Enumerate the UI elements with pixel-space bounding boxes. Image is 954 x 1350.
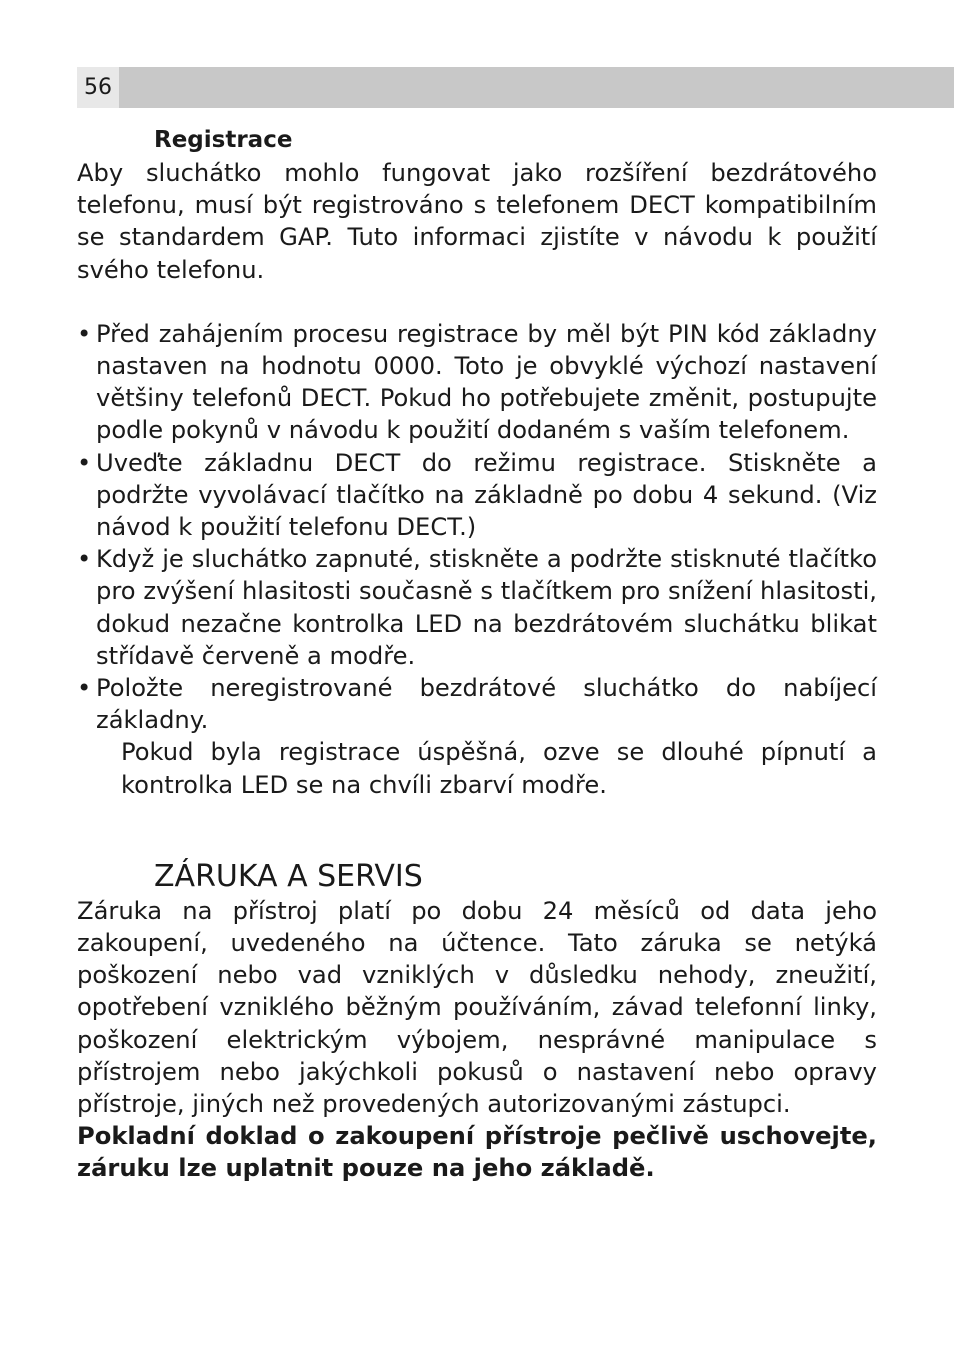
registrace-heading: Registrace xyxy=(154,127,293,153)
zaruka-title: ZÁRUKA A SERVIS xyxy=(154,858,423,894)
zaruka-bold-note: Pokladní doklad o zakoupení přístroje pečlivě uschovejte, záruku lze uplatnit pouze na jeho základě. xyxy=(77,1122,877,1183)
list-item: • Před zahájením procesu registrace by měl být PIN kód základny nastaven na hodnotu 0000. Toto je obvyklé výchozí nastavení většiny telefonů DECT. Pokud ho potřebujete změnit, postupujte podle pokynů v návodu k použití dodaném s vaším telefonem. xyxy=(77,318,877,447)
page-number: 56 xyxy=(77,67,119,108)
page-content xyxy=(77,124,877,1185)
page-header-bar xyxy=(77,67,954,108)
list-item: • Když je sluchátko zapnuté, stiskněte a podržte stisknuté tlačítko pro zvýšení hlasitosti současně s tlačítkem pro snížení hlasitosti, dokud nezačne kontrolka LED na bezdrátovém sluchátku blikat střídavě červeně a modře. xyxy=(77,543,877,672)
list-item: • Uveďte základnu DECT do režimu registrace. Stiskněte a podržte vyvolávací tlačítko na základně po dobu 4 sekund. (Viz návod k použití telefonu DECT.) xyxy=(77,447,877,544)
list-item: • Položte neregistrované bezdrátové sluchátko do nabíjecí základny. xyxy=(77,672,877,736)
registrace-steps-list xyxy=(77,318,877,737)
zaruka-body: Záruka na přístroj platí po dobu 24 měsíců od data jeho zakoupení, uvedeného na účtence. Tato záruka se netýká poškození nebo vad vzniklých v důsledku nehody, zneužití, opotřebení vzniklého běžným používáním, závad telefonní linky, poškození elektrickým výbojem, nesprávné manipulace s přístrojem nebo jakýchkoli pokusů o nastavení nebo opravy přístroje, jiných než provedených autorizovanými zástupci. xyxy=(77,896,877,1119)
registrace-intro: Aby sluchátko mohlo fungovat jako rozšíření bezdrátového telefonu, musí být registrováno s telefonem DECT kompatibilním se standardem GAP. Tuto informaci zjistíte v návodu k použití svého telefonu. xyxy=(77,159,877,284)
registrace-success-note: Pokud byla registrace úspěšná, ozve se dlouhé pípnutí a kontrolka LED se na chvíli zbarví modře. xyxy=(121,738,877,799)
